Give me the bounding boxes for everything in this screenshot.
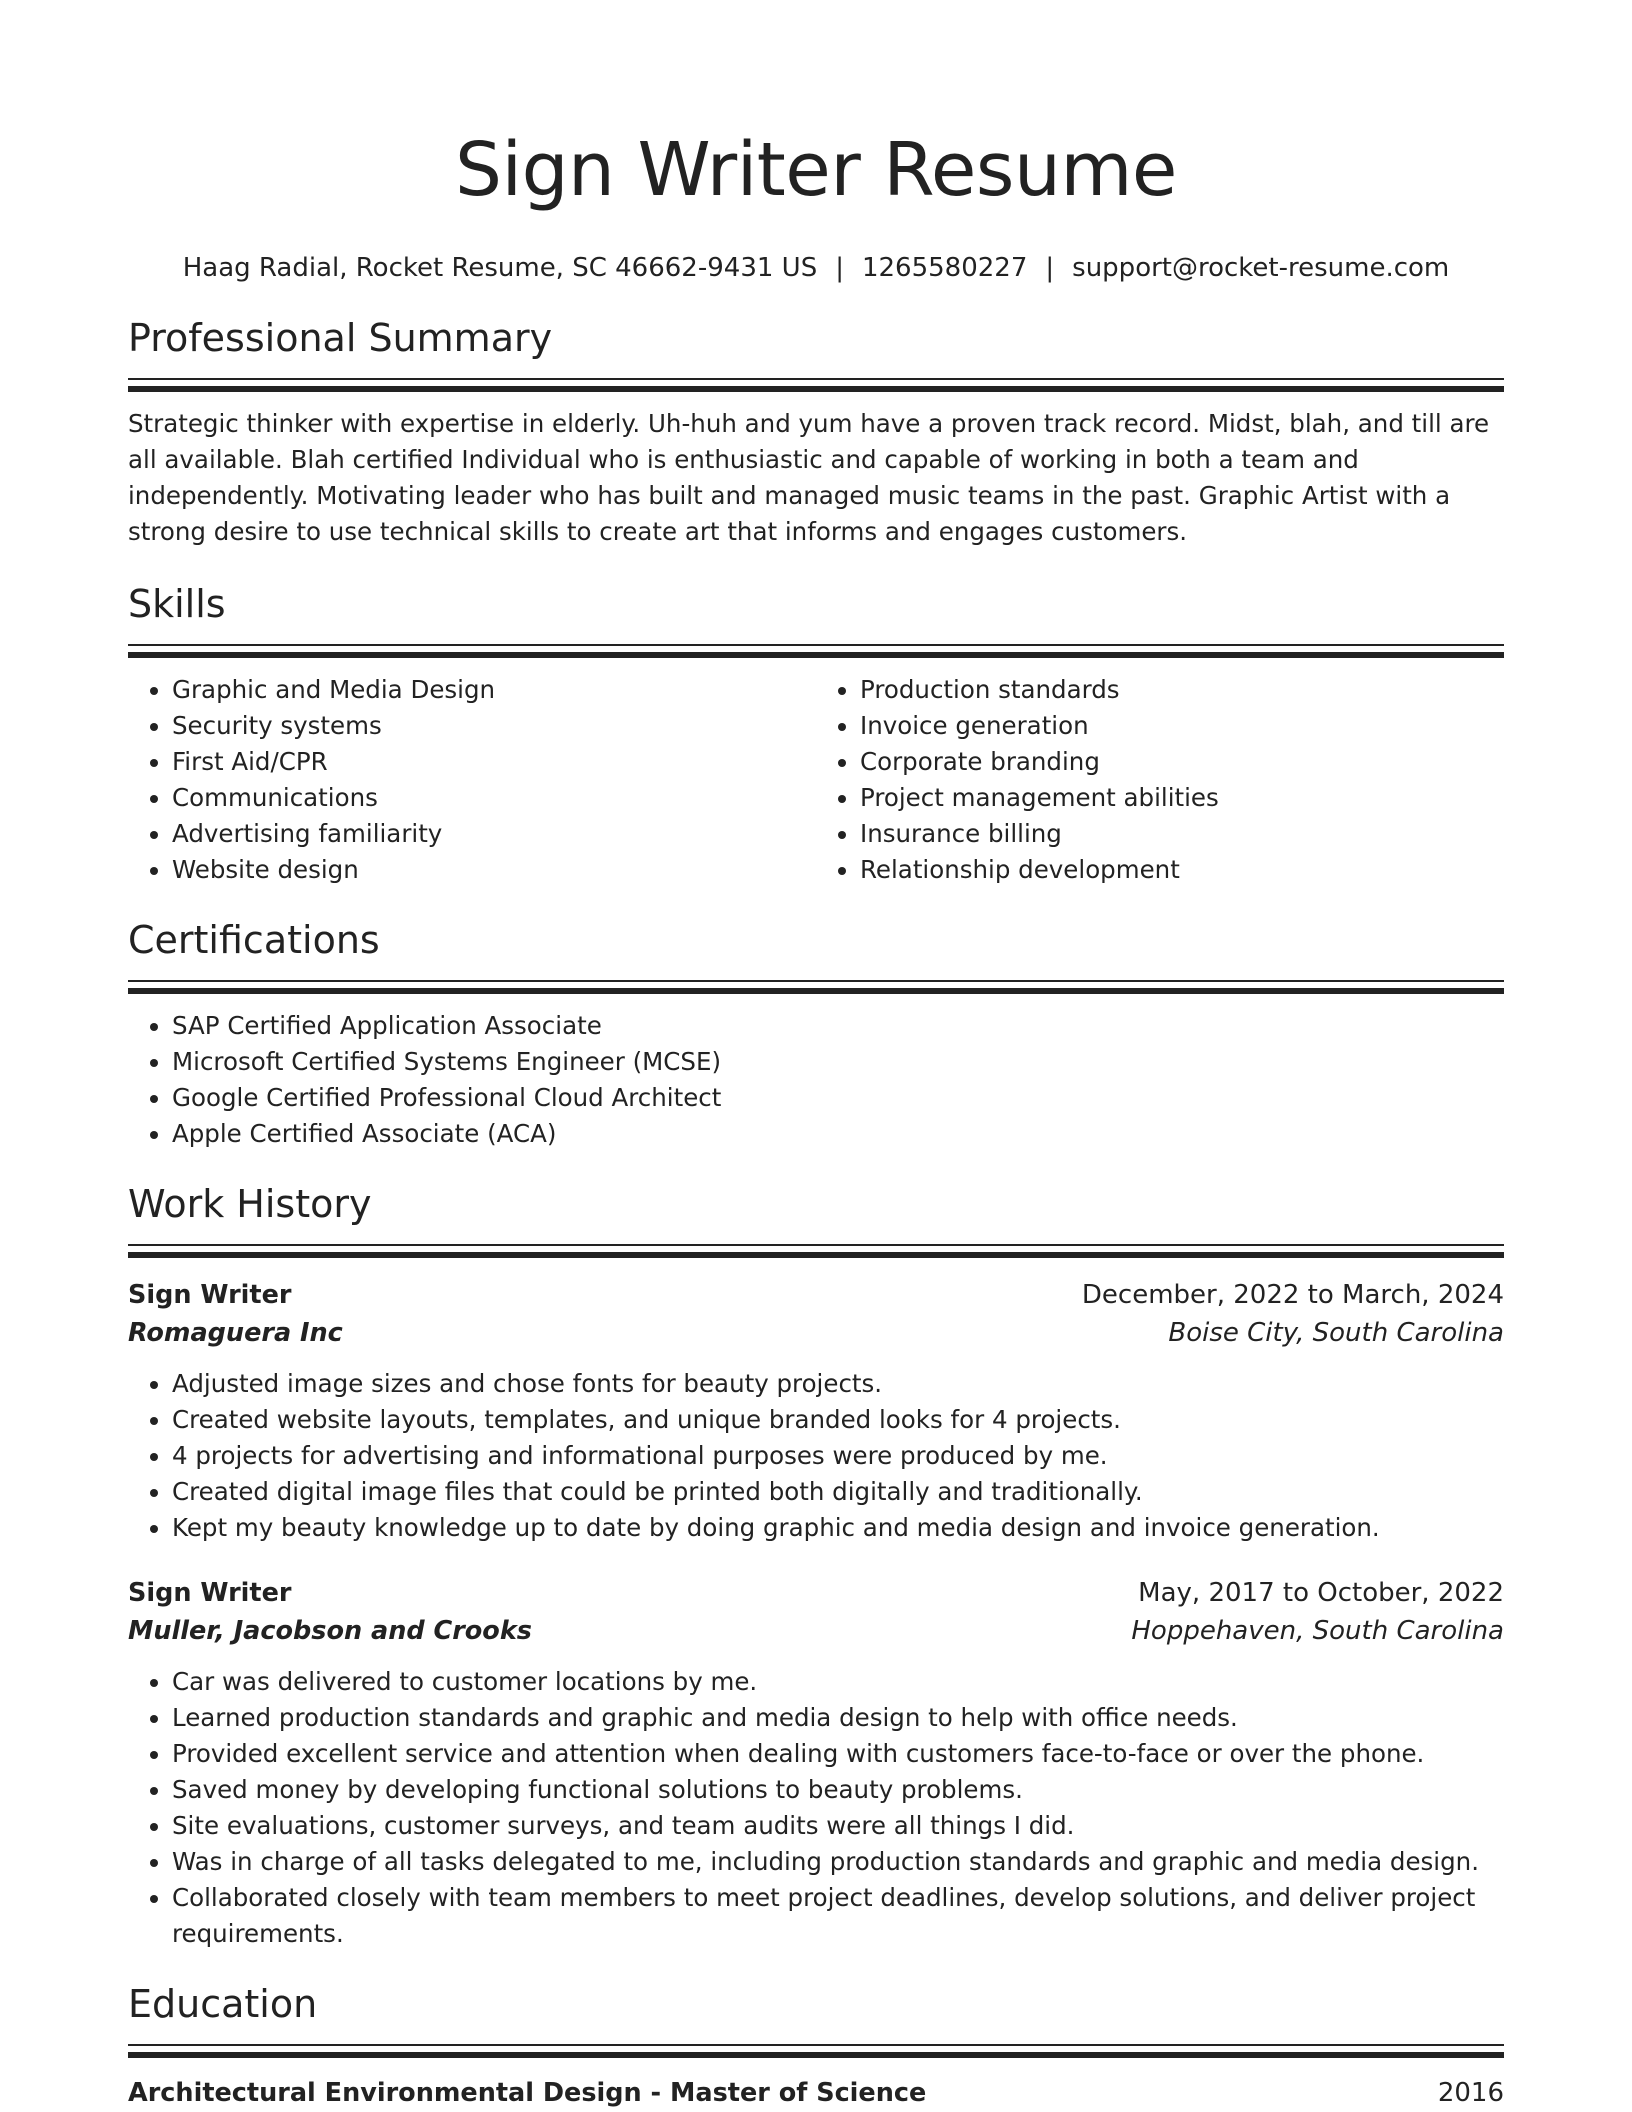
contact-separator: | <box>835 253 844 283</box>
skill-item: • Communications <box>172 780 816 816</box>
job-title: Sign Writer <box>128 1578 292 1608</box>
job-company-row <box>128 1612 1504 1650</box>
job-company: Muller, Jacobson and Crooks <box>128 1616 532 1646</box>
certification-item: • SAP Certified Application Associate <box>172 1008 1504 1044</box>
job-company: Romaguera Inc <box>128 1318 343 1348</box>
job-bullet: • Learned production standards and graphic and media design to help with office needs. <box>172 1700 1504 1736</box>
work-history-section <box>128 1180 1504 1952</box>
job-location: Hoppehaven, South Carolina <box>1131 1616 1504 1646</box>
skill-item: • Insurance billing <box>860 816 1504 852</box>
job-bullet: • Provided excellent service and attention when dealing with customers face-to-face or over the phone. <box>172 1736 1504 1772</box>
job-bullets <box>128 1366 1504 1546</box>
job-bullet: • 4 projects for advertising and informational purposes were produced by me. <box>172 1438 1504 1474</box>
skill-item: • Relationship development <box>860 852 1504 888</box>
certification-item: • Apple Certified Associate (ACA) <box>172 1116 1504 1152</box>
section-title-education: Education <box>128 1982 318 2026</box>
skill-item: • Corporate branding <box>860 744 1504 780</box>
section-title-summary: Professional Summary <box>128 316 553 360</box>
job-entry <box>128 1276 1504 1546</box>
summary-section <box>128 314 1504 550</box>
job-bullet: • Kept my beauty knowledge up to date by doing graphic and media design and invoice generation. <box>172 1510 1504 1546</box>
certification-item: • Microsoft Certified Systems Engineer (MCSE) <box>172 1044 1504 1080</box>
job-bullet: • Saved money by developing functional solutions to beauty problems. <box>172 1772 1504 1808</box>
skills-section <box>128 580 1504 888</box>
skills-list-left <box>128 672 816 888</box>
job-bullet: • Adjusted image sizes and chose fonts for beauty projects. <box>172 1366 1504 1402</box>
contact-separator: | <box>1045 253 1055 283</box>
contact-address: Haag Radial, Rocket Resume, SC 46662-9431 US <box>182 253 818 283</box>
job-bullet: • Collaborated closely with team members to meet project deadlines, develop solutions, and deliver project requirements. <box>172 1880 1504 1952</box>
section-divider <box>128 644 1504 658</box>
job-bullet: • Was in charge of all tasks delegated to me, including production standards and graphic and media design. <box>172 1844 1504 1880</box>
education-section <box>128 1980 1504 2112</box>
section-divider <box>128 378 1504 392</box>
certification-item: • Google Certified Professional Cloud Architect <box>172 1080 1504 1116</box>
contact-phone: 1265580227 <box>861 253 1028 283</box>
section-title-skills: Skills <box>128 582 226 626</box>
contact-email: support@rocket-resume.com <box>1072 253 1450 283</box>
section-title-certifications: Certifications <box>128 918 380 962</box>
job-bullet: • Created website layouts, templates, and unique branded looks for 4 projects. <box>172 1402 1504 1438</box>
education-year: 2016 <box>1437 2078 1504 2108</box>
skill-item: • Security systems <box>172 708 816 744</box>
skills-list-right <box>816 672 1504 888</box>
job-dates: December, 2022 to March, 2024 <box>1081 1280 1504 1310</box>
job-dates: May, 2017 to October, 2022 <box>1138 1578 1504 1608</box>
job-bullet: • Car was delivered to customer locations by me. <box>172 1664 1504 1700</box>
summary-text: Strategic thinker with expertise in elderly. Uh-huh and yum have a proven track record. Midst, blah, and till are all available. Blah certified Individual who is enthusiastic and capable of working in both a team and independently. Motivating leader who has built and managed music teams in the past. Graphic Artist with a strong desire to use technical skills to create art that informs and engages customers. <box>128 409 1490 546</box>
job-header-row <box>128 1276 1504 1314</box>
job-bullet: • Site evaluations, customer surveys, and team audits were all things I did. <box>172 1808 1504 1844</box>
job-location: Boise City, South Carolina <box>1168 1318 1504 1348</box>
section-divider <box>128 2044 1504 2058</box>
section-title-work-history: Work History <box>128 1182 372 1226</box>
certifications-list <box>128 1008 1504 1152</box>
skill-item: • Advertising familiarity <box>172 816 816 852</box>
job-bullet: • Created digital image files that could be printed both digitally and traditionally. <box>172 1474 1504 1510</box>
job-title: Sign Writer <box>128 1280 292 1310</box>
skill-item: • Graphic and Media Design <box>172 672 816 708</box>
job-bullets <box>128 1664 1504 1952</box>
resume-title: Sign Writer Resume <box>455 127 1177 213</box>
skills-columns <box>128 672 1504 888</box>
section-divider <box>128 1244 1504 1258</box>
education-degree: Architectural Environmental Design - Master of Science <box>128 2078 927 2108</box>
skill-item: • Invoice generation <box>860 708 1504 744</box>
job-entry <box>128 1574 1504 1952</box>
skill-item: • Website design <box>172 852 816 888</box>
skill-item: • Project management abilities <box>860 780 1504 816</box>
contact-line <box>128 250 1504 286</box>
certifications-section <box>128 916 1504 1152</box>
section-divider <box>128 980 1504 994</box>
job-company-row <box>128 1314 1504 1352</box>
skill-item: • First Aid/CPR <box>172 744 816 780</box>
job-header-row <box>128 1574 1504 1612</box>
education-row <box>128 2074 1504 2112</box>
skill-item: • Production standards <box>860 672 1504 708</box>
